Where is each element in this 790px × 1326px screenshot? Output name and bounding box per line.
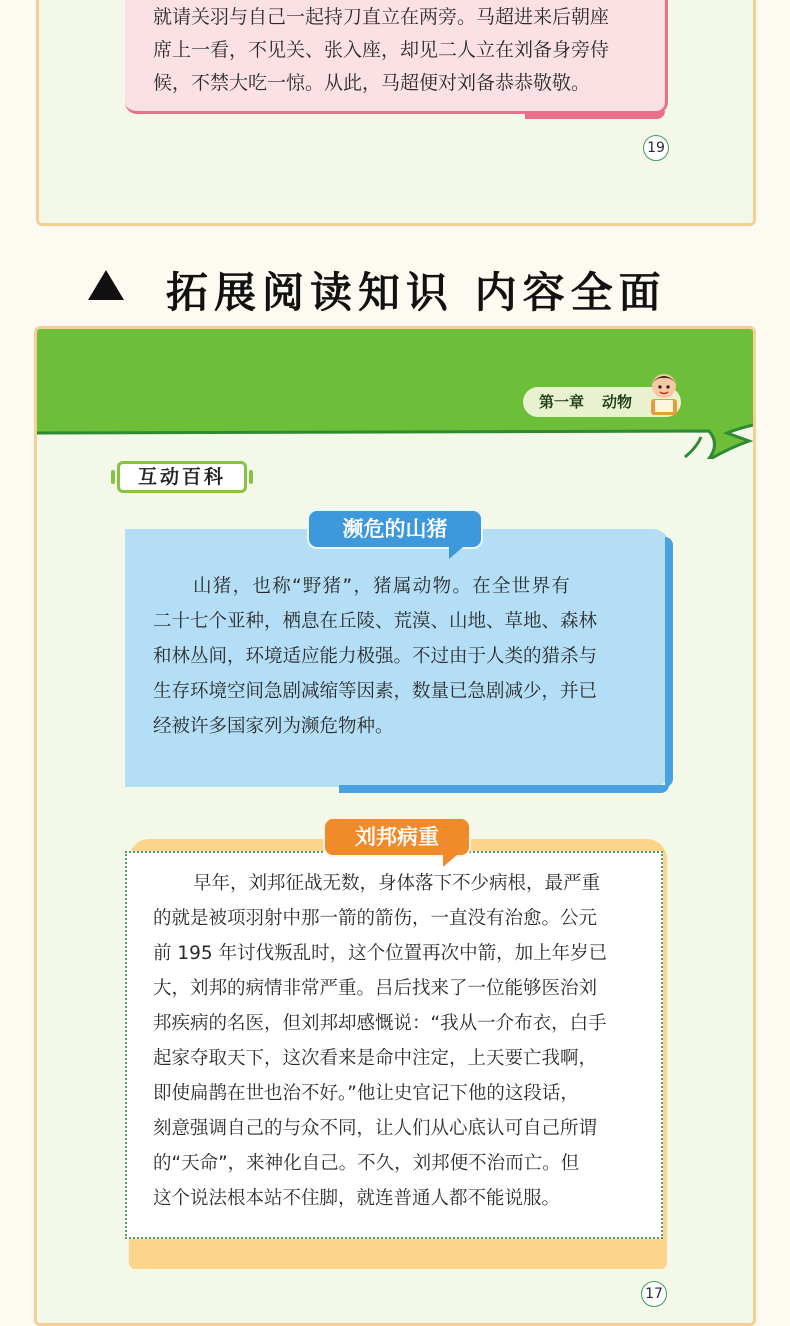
chapter-label: 第一章 — [539, 393, 585, 411]
article2-line: 即使扁鹊在世也治不好。”他让史官记下他的这段话， — [153, 1083, 579, 1104]
article1-line: 经被许多国家列为濒危物种。 — [153, 716, 394, 737]
article1-line: 二十七个亚种，栖息在丘陵、荒漠、山地、草地、森林 — [153, 611, 598, 632]
story-text — [153, 0, 653, 100]
article1-text — [153, 569, 597, 744]
article1-line: 和林丛间，环境适应能力极强。不过由于人类的猎杀与 — [153, 646, 598, 667]
article2-line: 这个说法根本站不住脚，就连普通人都不能说服。 — [153, 1188, 561, 1209]
page-number: 17 — [641, 1281, 667, 1307]
article2-title: 刘邦病重 — [323, 817, 471, 857]
top-page — [36, 0, 756, 226]
article2-text — [153, 866, 607, 1216]
story-box — [125, 0, 668, 114]
story-line: 席上一看，不见关、张入座，却见二人立在刘备身旁侍 — [153, 39, 610, 61]
triangle-icon — [88, 270, 124, 300]
article1-title: 濒危的山猪 — [307, 509, 483, 549]
box-edge — [665, 537, 673, 787]
box-edge — [339, 785, 669, 793]
article2-line: 大，刘邦的病情非常严重。吕后找来了一位能够医治刘 — [153, 978, 598, 999]
article2-line: 的“天命”，来神化自己。不久，刘邦便不治而亡。但 — [153, 1153, 580, 1174]
chapter-title: 动物 — [602, 393, 633, 411]
page-number: 19 — [643, 135, 669, 161]
article2-line: 邦疾病的名医，但刘邦却感慨说：“我从一介布衣，白手 — [153, 1013, 607, 1034]
article2-line: 起家夺取天下，这次看来是命中注定，上天要亡我啊， — [153, 1048, 598, 1069]
section-tag: 互动百科 — [117, 461, 247, 493]
article2-line: 前 195 年讨伐叛乱时，这个位置再次中箭，加上年岁已 — [153, 943, 608, 964]
article2-line: 早年，刘邦征战无数，身体落下不少病根，最严重 — [193, 873, 601, 894]
article2-line: 的就是被项羽射中那一箭的箭伤，一直没有治愈。公元 — [153, 908, 598, 929]
feature-banner — [0, 256, 790, 316]
story-line: 候，不禁大吃一惊。从此，马超便对刘备恭恭敬敬。 — [153, 72, 591, 94]
article2-line: 刻意强调自己的与众不同，让人们从心底认可自己所谓 — [153, 1118, 598, 1139]
article1-line: 山猪，也称“野猪”，猪属动物。在全世界有 — [193, 576, 572, 597]
bottom-page — [34, 326, 756, 1326]
reading-boy-icon — [643, 369, 685, 417]
banner-text: 拓展阅读知识 内容全面 — [166, 268, 667, 317]
story-line: 就请关羽与自己一起持刀直立在两旁。马超进来后朝座 — [153, 6, 610, 28]
article1-line: 生存环境空间急剧减缩等因素，数量已急剧减少，并已 — [153, 681, 598, 702]
